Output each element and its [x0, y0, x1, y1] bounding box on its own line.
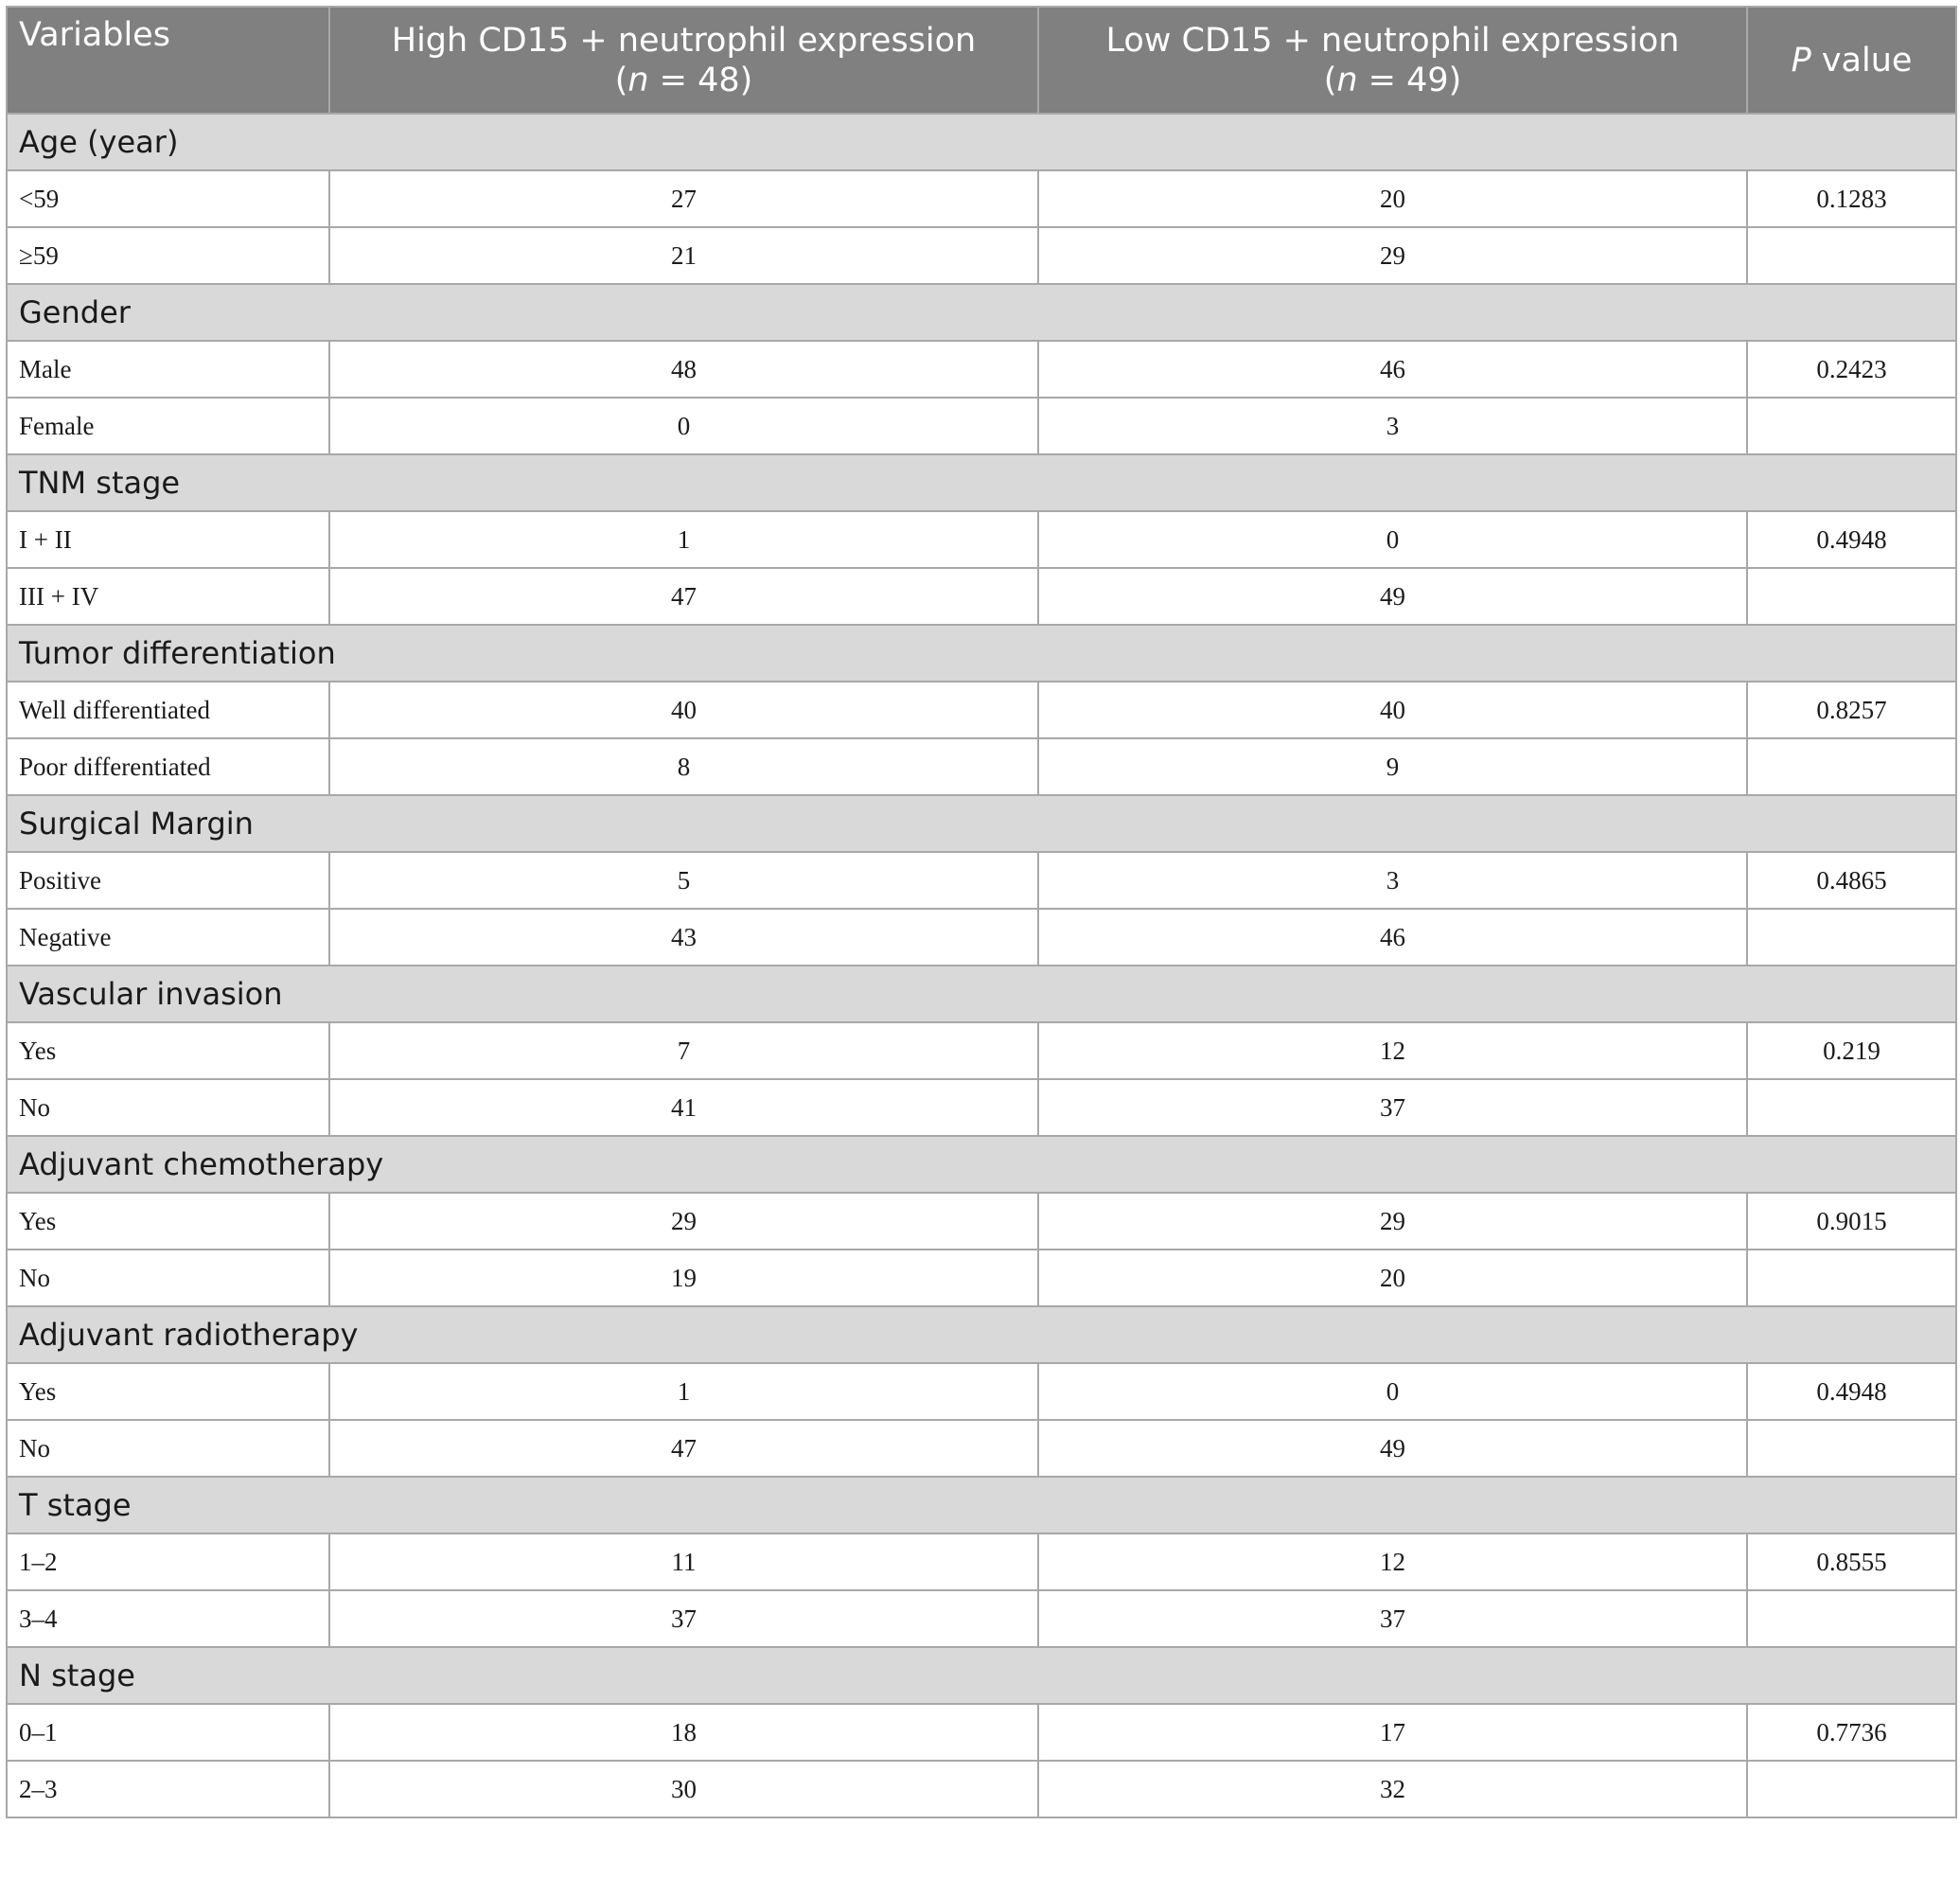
p-value-cell	[1747, 1250, 1956, 1306]
p-value-cell	[1747, 227, 1956, 284]
row-label: Poor differentiated	[7, 738, 329, 795]
table-row	[7, 909, 1956, 966]
group-title: TNM stage	[7, 454, 1956, 511]
group-title: Vascular invasion	[7, 966, 1956, 1022]
table-header	[7, 7, 1956, 114]
group-title: N stage	[7, 1647, 1956, 1704]
header-p-label: value	[1810, 41, 1913, 80]
p-value-cell	[1747, 738, 1956, 795]
table-row	[7, 1363, 1956, 1420]
group-header-row	[7, 454, 1956, 511]
row-label: No	[7, 1079, 329, 1136]
low-expression-cell: 46	[1038, 341, 1747, 398]
group-title: Age (year)	[7, 114, 1956, 170]
header-low-n-symbol: n	[1336, 61, 1358, 99]
table-row	[7, 1250, 1956, 1306]
p-value-cell: 0.1283	[1747, 170, 1956, 227]
header-low-title: Low CD15 + neutrophil expression	[1105, 21, 1680, 60]
table-row	[7, 1022, 1956, 1079]
p-value-cell	[1747, 1420, 1956, 1477]
p-value-cell	[1747, 909, 1956, 966]
low-expression-cell: 20	[1038, 170, 1747, 227]
group-header-row	[7, 1306, 1956, 1363]
high-expression-cell: 37	[329, 1590, 1038, 1647]
row-label: Yes	[7, 1022, 329, 1079]
high-expression-cell: 19	[329, 1250, 1038, 1306]
high-expression-cell: 1	[329, 1363, 1038, 1420]
table-row	[7, 227, 1956, 284]
group-header-row	[7, 966, 1956, 1022]
group-header-row	[7, 114, 1956, 170]
group-title: Adjuvant chemotherapy	[7, 1136, 1956, 1193]
p-value-cell	[1747, 568, 1956, 625]
table-row	[7, 852, 1956, 909]
row-label: Negative	[7, 909, 329, 966]
row-label: No	[7, 1420, 329, 1477]
high-expression-cell: 27	[329, 170, 1038, 227]
p-value-cell	[1747, 398, 1956, 454]
row-label: Yes	[7, 1363, 329, 1420]
high-expression-cell: 43	[329, 909, 1038, 966]
table-row	[7, 341, 1956, 398]
low-expression-cell: 9	[1038, 738, 1747, 795]
group-header-row	[7, 795, 1956, 852]
low-expression-cell: 12	[1038, 1533, 1747, 1590]
low-expression-cell: 17	[1038, 1704, 1747, 1761]
high-expression-cell: 8	[329, 738, 1038, 795]
row-label: No	[7, 1250, 329, 1306]
table-row	[7, 568, 1956, 625]
table-row	[7, 1704, 1956, 1761]
header-high-title: High CD15 + neutrophil expression	[391, 21, 977, 60]
high-expression-cell: 41	[329, 1079, 1038, 1136]
table-row	[7, 1420, 1956, 1477]
p-value-cell	[1747, 1079, 1956, 1136]
header-high-n: (n = 48)	[614, 61, 753, 99]
p-value-cell: 0.7736	[1747, 1704, 1956, 1761]
p-value-cell	[1747, 1761, 1956, 1817]
header-p-symbol: P	[1791, 41, 1811, 80]
row-label: 0–1	[7, 1704, 329, 1761]
row-label: 1–2	[7, 1533, 329, 1590]
high-expression-cell: 21	[329, 227, 1038, 284]
low-expression-cell: 3	[1038, 398, 1747, 454]
row-label: ≥59	[7, 227, 329, 284]
p-value-cell: 0.219	[1747, 1022, 1956, 1079]
group-header-row	[7, 1477, 1956, 1533]
low-expression-cell: 40	[1038, 682, 1747, 738]
low-expression-cell: 37	[1038, 1079, 1747, 1136]
low-expression-cell: 49	[1038, 568, 1747, 625]
high-expression-cell: 5	[329, 852, 1038, 909]
row-label: Positive	[7, 852, 329, 909]
p-value-cell: 0.2423	[1747, 341, 1956, 398]
row-label: Male	[7, 341, 329, 398]
row-label: 3–4	[7, 1590, 329, 1647]
row-label: I + II	[7, 511, 329, 568]
group-title: Adjuvant radiotherapy	[7, 1306, 1956, 1363]
header-low-expression	[1038, 7, 1747, 114]
header-row	[7, 7, 1956, 114]
header-variables: Variables	[7, 7, 329, 114]
p-value-cell: 0.4948	[1747, 511, 1956, 568]
group-header-row	[7, 1647, 1956, 1704]
p-value-cell: 0.9015	[1747, 1193, 1956, 1250]
group-header-row	[7, 284, 1956, 341]
high-expression-cell: 1	[329, 511, 1038, 568]
header-high-n-value: = 48)	[648, 61, 753, 99]
high-expression-cell: 47	[329, 1420, 1038, 1477]
table-body	[7, 114, 1956, 1817]
table-row	[7, 1533, 1956, 1590]
table-row	[7, 1193, 1956, 1250]
low-expression-cell: 0	[1038, 1363, 1747, 1420]
table-row	[7, 1590, 1956, 1647]
low-expression-cell: 49	[1038, 1420, 1747, 1477]
p-value-cell	[1747, 1590, 1956, 1647]
low-expression-cell: 20	[1038, 1250, 1747, 1306]
p-value-cell: 0.8257	[1747, 682, 1956, 738]
low-expression-cell: 3	[1038, 852, 1747, 909]
low-expression-cell: 32	[1038, 1761, 1747, 1817]
low-expression-cell: 29	[1038, 227, 1747, 284]
p-value-cell: 0.4865	[1747, 852, 1956, 909]
group-title: Gender	[7, 284, 1956, 341]
group-title: T stage	[7, 1477, 1956, 1533]
header-high-expression	[329, 7, 1038, 114]
row-label: 2–3	[7, 1761, 329, 1817]
high-expression-cell: 40	[329, 682, 1038, 738]
row-label: Well differentiated	[7, 682, 329, 738]
low-expression-cell: 46	[1038, 909, 1747, 966]
p-value-cell: 0.8555	[1747, 1533, 1956, 1590]
p-value-cell: 0.4948	[1747, 1363, 1956, 1420]
table-row	[7, 398, 1956, 454]
group-title: Tumor differentiation	[7, 625, 1956, 682]
low-expression-cell: 0	[1038, 511, 1747, 568]
group-header-row	[7, 1136, 1956, 1193]
header-high-n-symbol: n	[627, 61, 649, 99]
table-row	[7, 738, 1956, 795]
high-expression-cell: 29	[329, 1193, 1038, 1250]
table-row	[7, 1079, 1956, 1136]
table-row	[7, 170, 1956, 227]
header-low-n-value: = 49)	[1357, 61, 1462, 99]
high-expression-cell: 48	[329, 341, 1038, 398]
row-label: Female	[7, 398, 329, 454]
high-expression-cell: 30	[329, 1761, 1038, 1817]
data-table	[6, 6, 1957, 1818]
row-label: III + IV	[7, 568, 329, 625]
row-label: Yes	[7, 1193, 329, 1250]
high-expression-cell: 18	[329, 1704, 1038, 1761]
header-low-n: (n = 49)	[1323, 61, 1462, 99]
group-title: Surgical Margin	[7, 795, 1956, 852]
low-expression-cell: 29	[1038, 1193, 1747, 1250]
high-expression-cell: 0	[329, 398, 1038, 454]
row-label: <59	[7, 170, 329, 227]
high-expression-cell: 47	[329, 568, 1038, 625]
header-p-value	[1747, 7, 1956, 114]
high-expression-cell: 11	[329, 1533, 1038, 1590]
table-row	[7, 511, 1956, 568]
high-expression-cell: 7	[329, 1022, 1038, 1079]
table-row	[7, 682, 1956, 738]
low-expression-cell: 37	[1038, 1590, 1747, 1647]
low-expression-cell: 12	[1038, 1022, 1747, 1079]
table-row	[7, 1761, 1956, 1817]
group-header-row	[7, 625, 1956, 682]
